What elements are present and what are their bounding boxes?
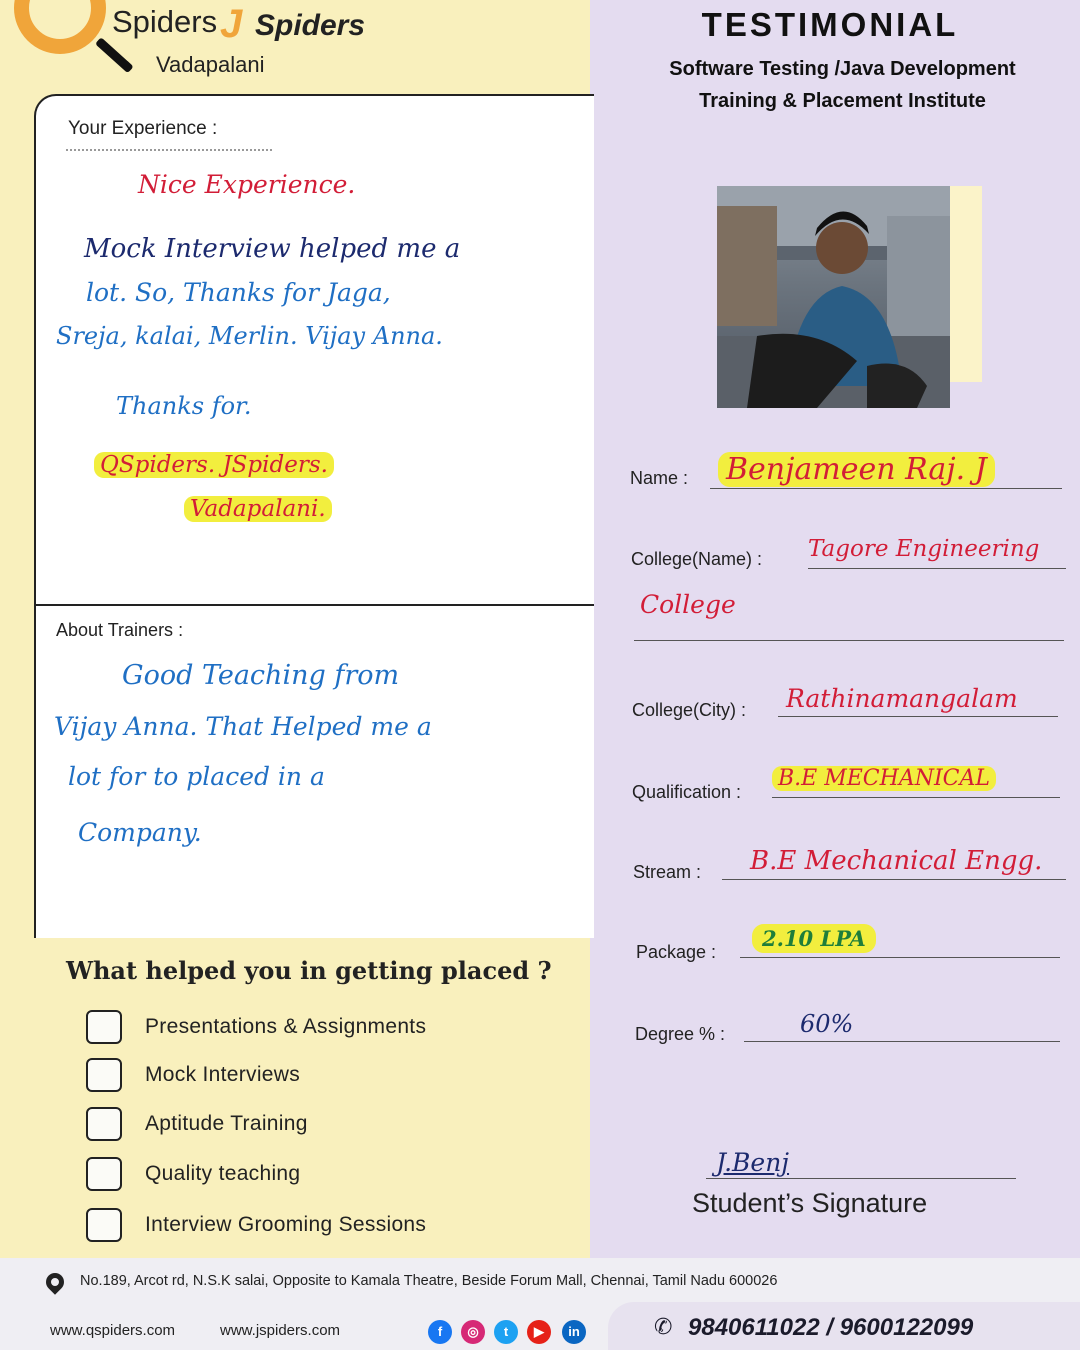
subtitle-line-2: Training & Placement Institute — [699, 90, 986, 112]
name-label: Name : — [630, 468, 689, 488]
experience-line: Nice Experience. — [138, 170, 356, 199]
footer-address: No.189, Arcot rd, N.S.K salai, Opposite to Kamala Theatre, Beside Forum Mall, Chennai, Tamil Nadu 600026 — [80, 1273, 778, 1289]
stream-value: B.E Mechanical Engg. — [750, 846, 1043, 876]
trainer-line: lot for to placed in a — [68, 762, 325, 791]
checkbox-interview-grooming[interactable] — [86, 1208, 122, 1242]
stream-label: Stream : — [633, 862, 702, 882]
experience-label-rule — [66, 149, 272, 151]
degree-label: Degree % : — [635, 1024, 726, 1044]
experience-line: Thanks for. — [116, 392, 252, 420]
footer-link-jspiders[interactable]: www.jspiders.com — [220, 1322, 341, 1339]
signature-line — [706, 1178, 1016, 1179]
footer-link-qspiders[interactable]: www.qspiders.com — [50, 1322, 176, 1339]
student-photo — [717, 186, 950, 408]
stream-line — [722, 879, 1066, 880]
logo-j-letter: J — [220, 2, 243, 46]
qualification-line — [772, 797, 1060, 798]
checkbox-label: Mock Interviews — [145, 1063, 301, 1086]
checkbox-presentations[interactable] — [86, 1010, 122, 1044]
experience-line: Sreja, kalai, Merlin. Vijay Anna. — [56, 322, 443, 350]
student-signature: J.Benj — [716, 1148, 790, 1177]
placement-help-question: What helped you in getting placed ? — [66, 956, 552, 985]
experience-line: QSpiders. JSpiders. — [94, 452, 334, 478]
checkbox-label: Interview Grooming Sessions — [145, 1213, 427, 1236]
experience-line: lot. So, Thanks for Jaga, — [86, 278, 391, 307]
degree-line — [744, 1041, 1060, 1042]
checkbox-label: Quality teaching — [145, 1162, 301, 1185]
college-city-line — [778, 716, 1058, 717]
trainer-line: Company. — [78, 818, 202, 847]
college-city-label: College(City) : — [632, 700, 747, 720]
student-photo-illustration — [717, 186, 950, 408]
logo-text-left: Spiders — [112, 4, 218, 39]
trainer-line: Good Teaching from — [122, 660, 400, 691]
phone-icon: ✆ — [654, 1314, 673, 1339]
twitter-icon[interactable]: t — [494, 1320, 518, 1344]
trainer-line: Vijay Anna. That Helped me a — [54, 712, 432, 741]
name-line — [710, 488, 1062, 489]
college-name-value: Tagore Engineering — [808, 536, 1040, 562]
checkbox-aptitude[interactable] — [86, 1107, 122, 1141]
qualification-label: Qualification : — [632, 782, 742, 802]
subtitle-line-1: Software Testing /Java Development — [669, 58, 1016, 80]
college-name-label: College(Name) : — [631, 549, 763, 569]
logo-text-right: Spiders — [255, 9, 366, 42]
instagram-icon[interactable]: ◎ — [461, 1320, 485, 1344]
experience-label: Your Experience : — [68, 118, 218, 139]
college-name-line — [808, 568, 1066, 569]
linkedin-icon[interactable]: in — [562, 1320, 586, 1344]
page-title: TESTIMONIAL — [701, 6, 959, 43]
branch-name: Vadapalani — [156, 52, 265, 77]
experience-line: Vadapalani. — [184, 496, 332, 522]
facebook-icon[interactable]: f — [428, 1320, 452, 1344]
college-city-value: Rathinamangalam — [786, 684, 1018, 713]
experience-line: Mock Interview helped me a — [84, 234, 461, 264]
checkbox-quality-teaching[interactable] — [86, 1157, 122, 1191]
youtube-icon[interactable]: ▶ — [527, 1320, 551, 1344]
signature-label: Student’s Signature — [692, 1188, 928, 1218]
package-value: 2.10 LPA — [752, 924, 876, 953]
package-line — [740, 957, 1060, 958]
phone-numbers[interactable]: 9840611022 / 9600122099 — [688, 1314, 974, 1341]
checkbox-mock-interviews[interactable] — [86, 1058, 122, 1092]
college-name-value-line2: College — [640, 590, 736, 619]
photo-backdrop — [950, 186, 982, 382]
checkbox-label: Aptitude Training — [145, 1112, 308, 1135]
degree-value: 60% — [800, 1010, 854, 1038]
qualification-value: B.E MECHANICAL — [772, 766, 996, 791]
name-value: Benjameen Raj. J — [718, 452, 995, 487]
trainers-label: About Trainers : — [56, 620, 184, 640]
checkbox-label: Presentations & Assignments — [145, 1015, 427, 1038]
package-label: Package : — [636, 942, 717, 962]
college-name-line-2 — [634, 640, 1064, 641]
